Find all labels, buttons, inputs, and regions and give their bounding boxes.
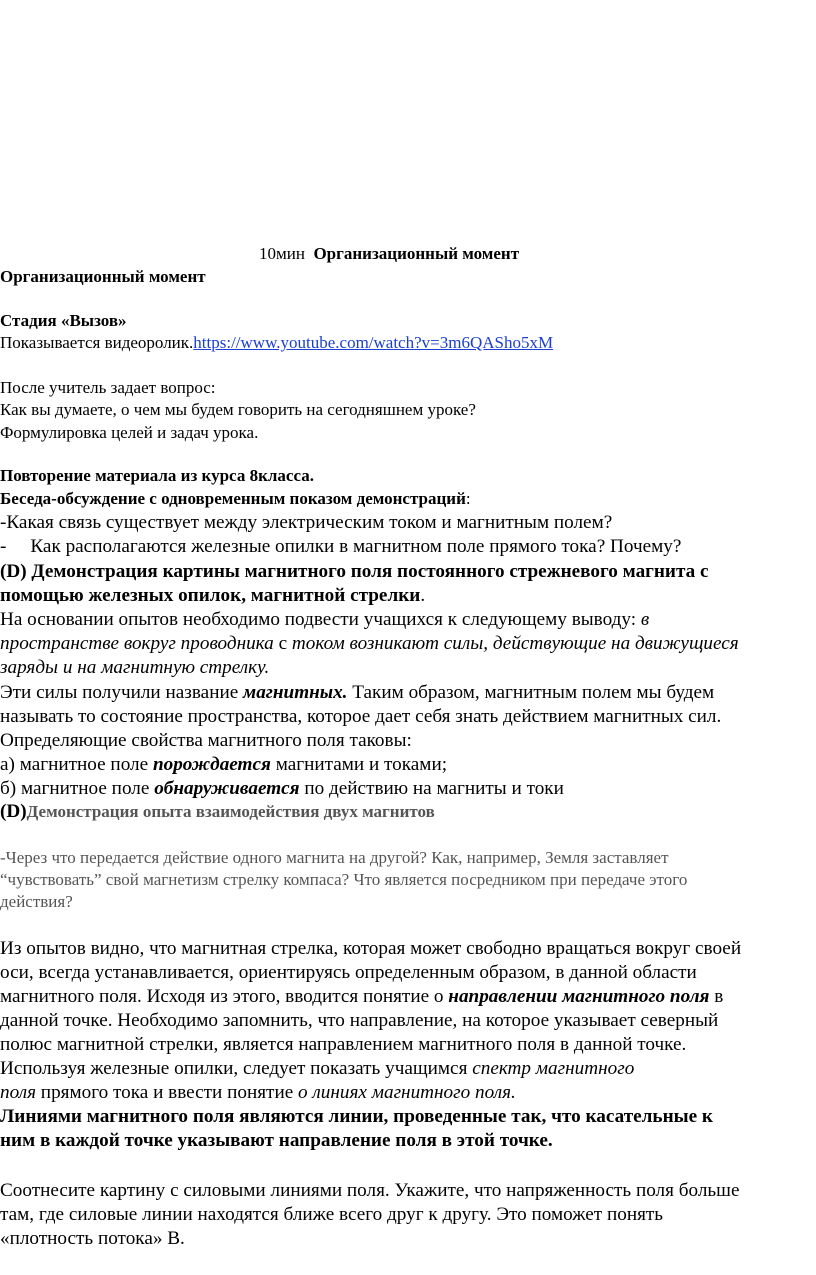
prop-b bbox=[0, 778, 564, 800]
prop-a bbox=[0, 754, 447, 776]
section-heading: Организационный момент bbox=[0, 267, 206, 286]
demo1-line-2 bbox=[0, 585, 425, 607]
conclusion-d: с bbox=[273, 633, 292, 654]
final-line-1: Соотнесите картину с силовыми линиями поля. Укажите, что напряженность поля больше bbox=[0, 1180, 740, 1201]
p1-l7a: поля bbox=[0, 1082, 36, 1103]
paragraph-line-5: полюс магнитной стрелки, является направлением магнитного поля в данной точке. bbox=[0, 1034, 687, 1055]
conclusion-b: в bbox=[640, 609, 650, 630]
discussion-bold: Беседа-обсуждение с одновременным показом демонстраций bbox=[0, 489, 466, 508]
video-line bbox=[0, 333, 553, 353]
question-2-dash: - bbox=[0, 536, 7, 557]
p1-l7b: прямого тока и ввести понятие bbox=[36, 1082, 299, 1103]
demo1-line-2-text: помощью железных опилок, магнитной стрелки bbox=[0, 585, 421, 606]
prop-a3: магнитами и токами; bbox=[270, 754, 448, 775]
p1-l3c: в bbox=[709, 986, 724, 1007]
forces-b: магнитных. bbox=[243, 682, 348, 703]
conclusion-line-2 bbox=[0, 633, 739, 655]
video-link[interactable]: https://www.youtube.com/watch?v=3m6QAShо5xM bbox=[193, 333, 554, 352]
paragraph-line-2: оси, всегда устанавливается, ориентируясь определенным образом, в данной области bbox=[0, 962, 697, 983]
medium-question-3: действия? bbox=[0, 892, 73, 911]
prop-a2: порождается bbox=[152, 754, 271, 775]
props-line: Определяющие свойства магнитного поля таковы: bbox=[0, 730, 412, 751]
p1-l6a: Используя железные опилки, следует показать учащимся bbox=[0, 1058, 473, 1079]
stage-heading: Стадия «Вызов» bbox=[0, 311, 127, 330]
forces-c: Таким образом, магнитным полем мы будем bbox=[347, 682, 715, 703]
discussion-line bbox=[0, 489, 471, 509]
p1-l3b: направлении магнитного поля bbox=[448, 986, 710, 1007]
conclusion-a: На основании опытов необходимо подвести учащихся к следующему выводу: bbox=[0, 609, 641, 630]
teacher-line: После учитель задает вопрос: bbox=[0, 378, 216, 397]
definition-line-1: Линиями магнитного поля являются линии, проведенные так, что касательные к bbox=[0, 1106, 713, 1127]
demo2-d: (D) bbox=[0, 801, 27, 822]
paragraph-line-6 bbox=[0, 1058, 634, 1080]
paragraph-line-4: данной точке. Необходимо запомнить, что направление, на которое указывает северный bbox=[0, 1010, 719, 1031]
demo1-dot: . bbox=[420, 585, 426, 606]
conclusion-line-3: заряды и на магнитную стрелку. bbox=[0, 657, 270, 678]
conclusion-e: током возникают силы, действующие на движущиеся bbox=[291, 633, 739, 654]
discussion-colon: : bbox=[465, 489, 471, 508]
conclusion-line-1 bbox=[0, 609, 649, 631]
final-line-2: там, где силовые линии находятся ближе всего друг к другу. Это поможет понять bbox=[0, 1204, 664, 1225]
prop-b3: по действию на магниты и токи bbox=[299, 778, 564, 799]
paragraph-line-3 bbox=[0, 986, 723, 1008]
prop-a1: а) магнитное поле bbox=[0, 754, 153, 775]
demo2-text: Демонстрация опыта взаимодействия двух магнитов bbox=[26, 802, 435, 821]
medium-question-1: -Через что передается действие одного магнита на другой? Как, например, Земля заставляет bbox=[0, 848, 669, 867]
prop-b2: обнаруживается bbox=[154, 778, 300, 799]
question-2 bbox=[0, 536, 681, 558]
p1-l3a: магнитного поля. Исходя из этого, вводится понятие о bbox=[0, 986, 449, 1007]
demo2-line bbox=[0, 801, 435, 823]
video-prefix: Показывается видеоролик. bbox=[0, 333, 194, 352]
paragraph-line-1: Из опытов видно, что магнитная стрелка, которая может свободно вращаться вокруг своей bbox=[0, 938, 742, 959]
paragraph-line-7 bbox=[0, 1082, 516, 1104]
medium-question-2: “чувствовать” свой магнетизм стрелку компаса? Что является посредником при передаче этого bbox=[0, 870, 688, 889]
p1-l6b: спектр магнитного bbox=[472, 1058, 635, 1079]
prop-b1: б) магнитное поле bbox=[0, 778, 155, 799]
question-1: -Какая связь существует между электрическим током и магнитным полем? bbox=[0, 512, 613, 533]
forces-a: Эти силы получили название bbox=[0, 682, 244, 703]
header-title: Организационный момент bbox=[313, 244, 520, 263]
header-line bbox=[259, 244, 519, 264]
forces-line-2: называть то состояние пространства, которое дает себя знать действием магнитных сил. bbox=[0, 706, 722, 727]
final-line-3: «плотность потока» В. bbox=[0, 1228, 185, 1249]
conclusion-c: пространстве вокруг проводника bbox=[0, 633, 274, 654]
p1-l7c: о линиях магнитного поля. bbox=[298, 1082, 516, 1103]
goals-line: Формулировка целей и задач урока. bbox=[0, 423, 259, 442]
definition-line-2: ним в каждой точке указывают направление поля в этой точке. bbox=[0, 1130, 553, 1151]
question-line: Как вы думаете, о чем мы будем говорить на сегодняшнем уроке? bbox=[0, 400, 476, 419]
repetition-heading: Повторение материала из курса 8класса. bbox=[0, 466, 314, 485]
forces-line-1 bbox=[0, 682, 714, 704]
time-label: 10мин bbox=[259, 244, 305, 263]
demo1-line-1: (D) Демонстрация картины магнитного поля постоянного стрежневого магнита с bbox=[0, 561, 709, 582]
question-2-text: Как располагаются железные опилки в магнитном поле прямого тока? Почему? bbox=[30, 536, 682, 557]
